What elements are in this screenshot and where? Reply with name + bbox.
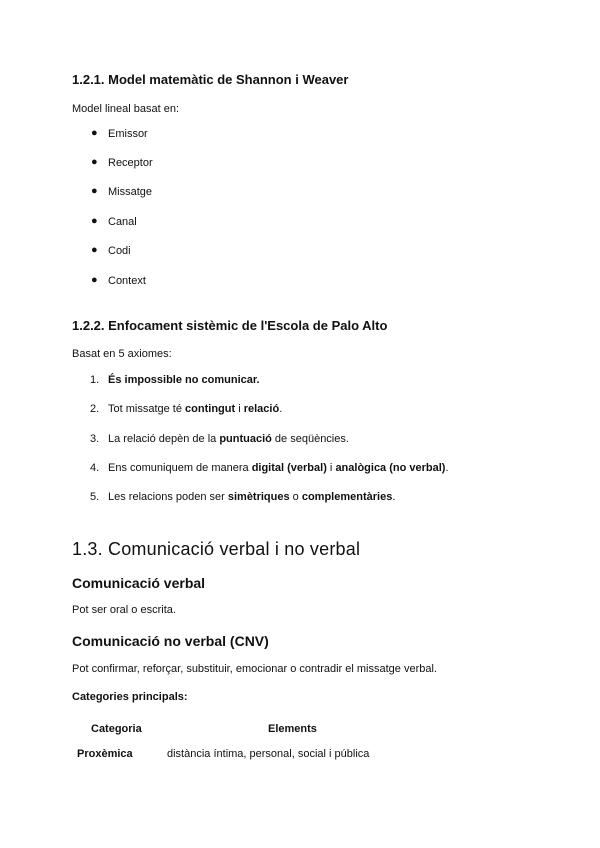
list-item-label: Context (108, 275, 146, 287)
axiom-text (108, 491, 395, 503)
axiom-emphasis: puntuació (219, 433, 272, 445)
bullet-icon: ● (91, 185, 98, 197)
axiom-text-part: Les relacions poden ser (108, 491, 228, 503)
axiom-text-part: . (445, 462, 449, 474)
bullet-icon: ● (91, 215, 98, 227)
list-item-label: Receptor (108, 157, 153, 169)
axiom-text-part: La relació depèn de la (108, 433, 220, 445)
axiom-text (108, 462, 449, 474)
axiom-text (108, 374, 260, 386)
axiom-text-part: o (289, 491, 302, 503)
axiom-number: 5. (90, 491, 100, 503)
table-header-elements: Elements (268, 723, 317, 735)
axiom-number: 3. (90, 433, 100, 445)
axiom-emphasis: analògica (no verbal) (335, 462, 446, 474)
axiom-text (108, 433, 349, 445)
section-heading-1-2-1: 1.2.1. Model matemàtic de Shannon i Weaver (72, 72, 349, 87)
bullet-icon: ● (91, 127, 98, 139)
verbal-text: Pot ser oral o escrita. (72, 604, 176, 616)
axiom-text-part: Ens comuniquem de manera (108, 462, 252, 474)
axiom-text-part: i (235, 403, 244, 415)
list-item-label: Emissor (108, 128, 148, 140)
axiom-text-part: . (392, 491, 396, 503)
axiom-text-part: . (279, 403, 283, 415)
axiom-emphasis: digital (verbal) (251, 462, 327, 474)
axiom-number: 1. (90, 374, 100, 386)
nonverbal-heading: Comunicació no verbal (CNV) (72, 633, 269, 649)
verbal-heading: Comunicació verbal (72, 575, 206, 591)
axiom-text-part: Tot missatge té (108, 403, 186, 415)
nonverbal-text: Pot confirmar, reforçar, substituir, emocionar o contradir el missatge verbal. (72, 663, 437, 675)
bullet-icon: ● (91, 244, 98, 256)
axiom-emphasis: És impossible no comunicar. (108, 374, 260, 386)
model-intro: Model lineal basat en: (72, 103, 180, 115)
bullet-icon: ● (91, 274, 98, 286)
table-header-category: Categoria (91, 723, 142, 735)
section-heading-1-2-2: 1.2.2. Enfocament sistèmic de l'Escola de Palo Alto (72, 318, 388, 333)
axiom-text-part: de seqüències. (271, 433, 349, 445)
axiom-text-part: i (326, 462, 336, 474)
axiom-number: 2. (90, 403, 100, 415)
axiom-emphasis: complementàries (301, 491, 393, 503)
list-item-label: Missatge (108, 186, 153, 198)
list-item-label: Canal (108, 216, 137, 228)
axiom-emphasis: contingut (185, 403, 236, 415)
categories-label: Categories principals: (72, 691, 188, 703)
axiom-text (108, 403, 282, 415)
axiom-emphasis: relació (243, 403, 280, 415)
table-cell-category: Proxèmica (77, 748, 133, 760)
axiom-number: 4. (90, 462, 100, 474)
axioms-intro: Basat en 5 axiomes: (72, 348, 172, 360)
bullet-icon: ● (91, 156, 98, 168)
section-heading-1-3: 1.3. Comunicació verbal i no verbal (72, 539, 361, 559)
axiom-emphasis: simètriques (227, 491, 290, 503)
table-cell-elements: distància íntima, personal, social i pública (167, 748, 370, 760)
list-item-label: Codi (108, 245, 131, 257)
